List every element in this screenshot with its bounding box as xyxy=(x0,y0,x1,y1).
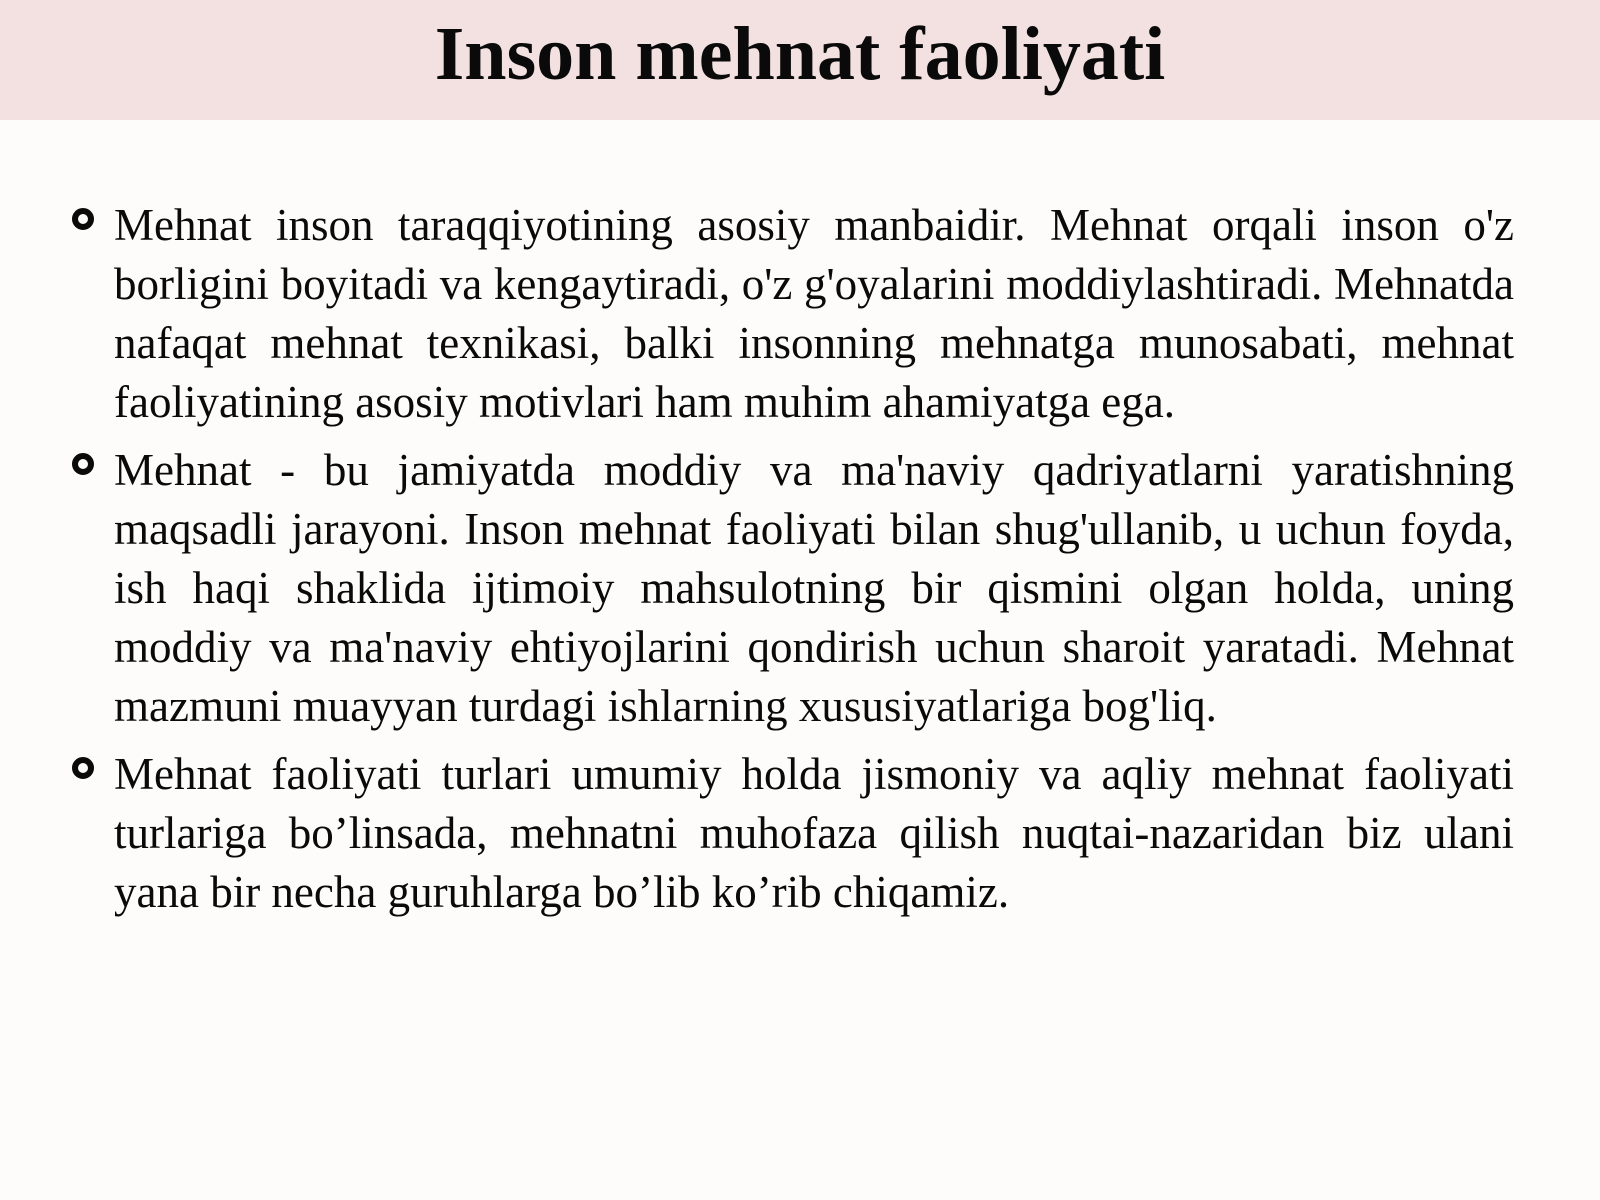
bullet-text: Mehnat faoliyati turlari umumiy holda jismoniy va aqliy mehnat faoliyati turlariga bo’linsada, mehnatni muhofaza qilish nuqtai-nazaridan biz ulani yana bir necha guruhlarga bo’lib ko’rib chiqamiz. xyxy=(114,749,1514,917)
bullet-item xyxy=(68,441,1514,736)
hollow-circle-bullet-icon xyxy=(72,757,94,779)
bullet-item xyxy=(68,745,1514,922)
title-bar xyxy=(0,0,1600,120)
bullet-list xyxy=(68,196,1514,931)
hollow-circle-bullet-icon xyxy=(72,208,94,230)
bullet-text: Mehnat - bu jamiyatda moddiy va ma'naviy qadriyatlarni yaratishning maqsadli jarayoni. Inson mehnat faoliyati bilan shug'ullanib, u uchun foyda, ish haqi shaklida ijtimoiy mahsulotning bir qismini olgan holda, uning moddiy va ma'naviy ehtiyojlarini qondirish uchun sharoit yaratadi. Mehnat mazmuni muayyan turdagi ishlarning xususiyatlariga bog'liq. xyxy=(114,445,1514,731)
bullet-text: Mehnat inson taraqqiyotining asosiy manbaidir. Mehnat orqali inson o'z borligini boyitadi va kengaytiradi, o'z g'oyalarini moddiylashtiradi. Mehnatda nafaqat mehnat texnikasi, balki insonning mehnatga munosabati, mehnat faoliyatining asosiy motivlari ham muhim ahamiyatga ega. xyxy=(114,200,1514,427)
slide-title: Inson mehnat faoliyati xyxy=(434,12,1166,96)
hollow-circle-bullet-icon xyxy=(72,453,94,475)
bullet-item xyxy=(68,196,1514,432)
